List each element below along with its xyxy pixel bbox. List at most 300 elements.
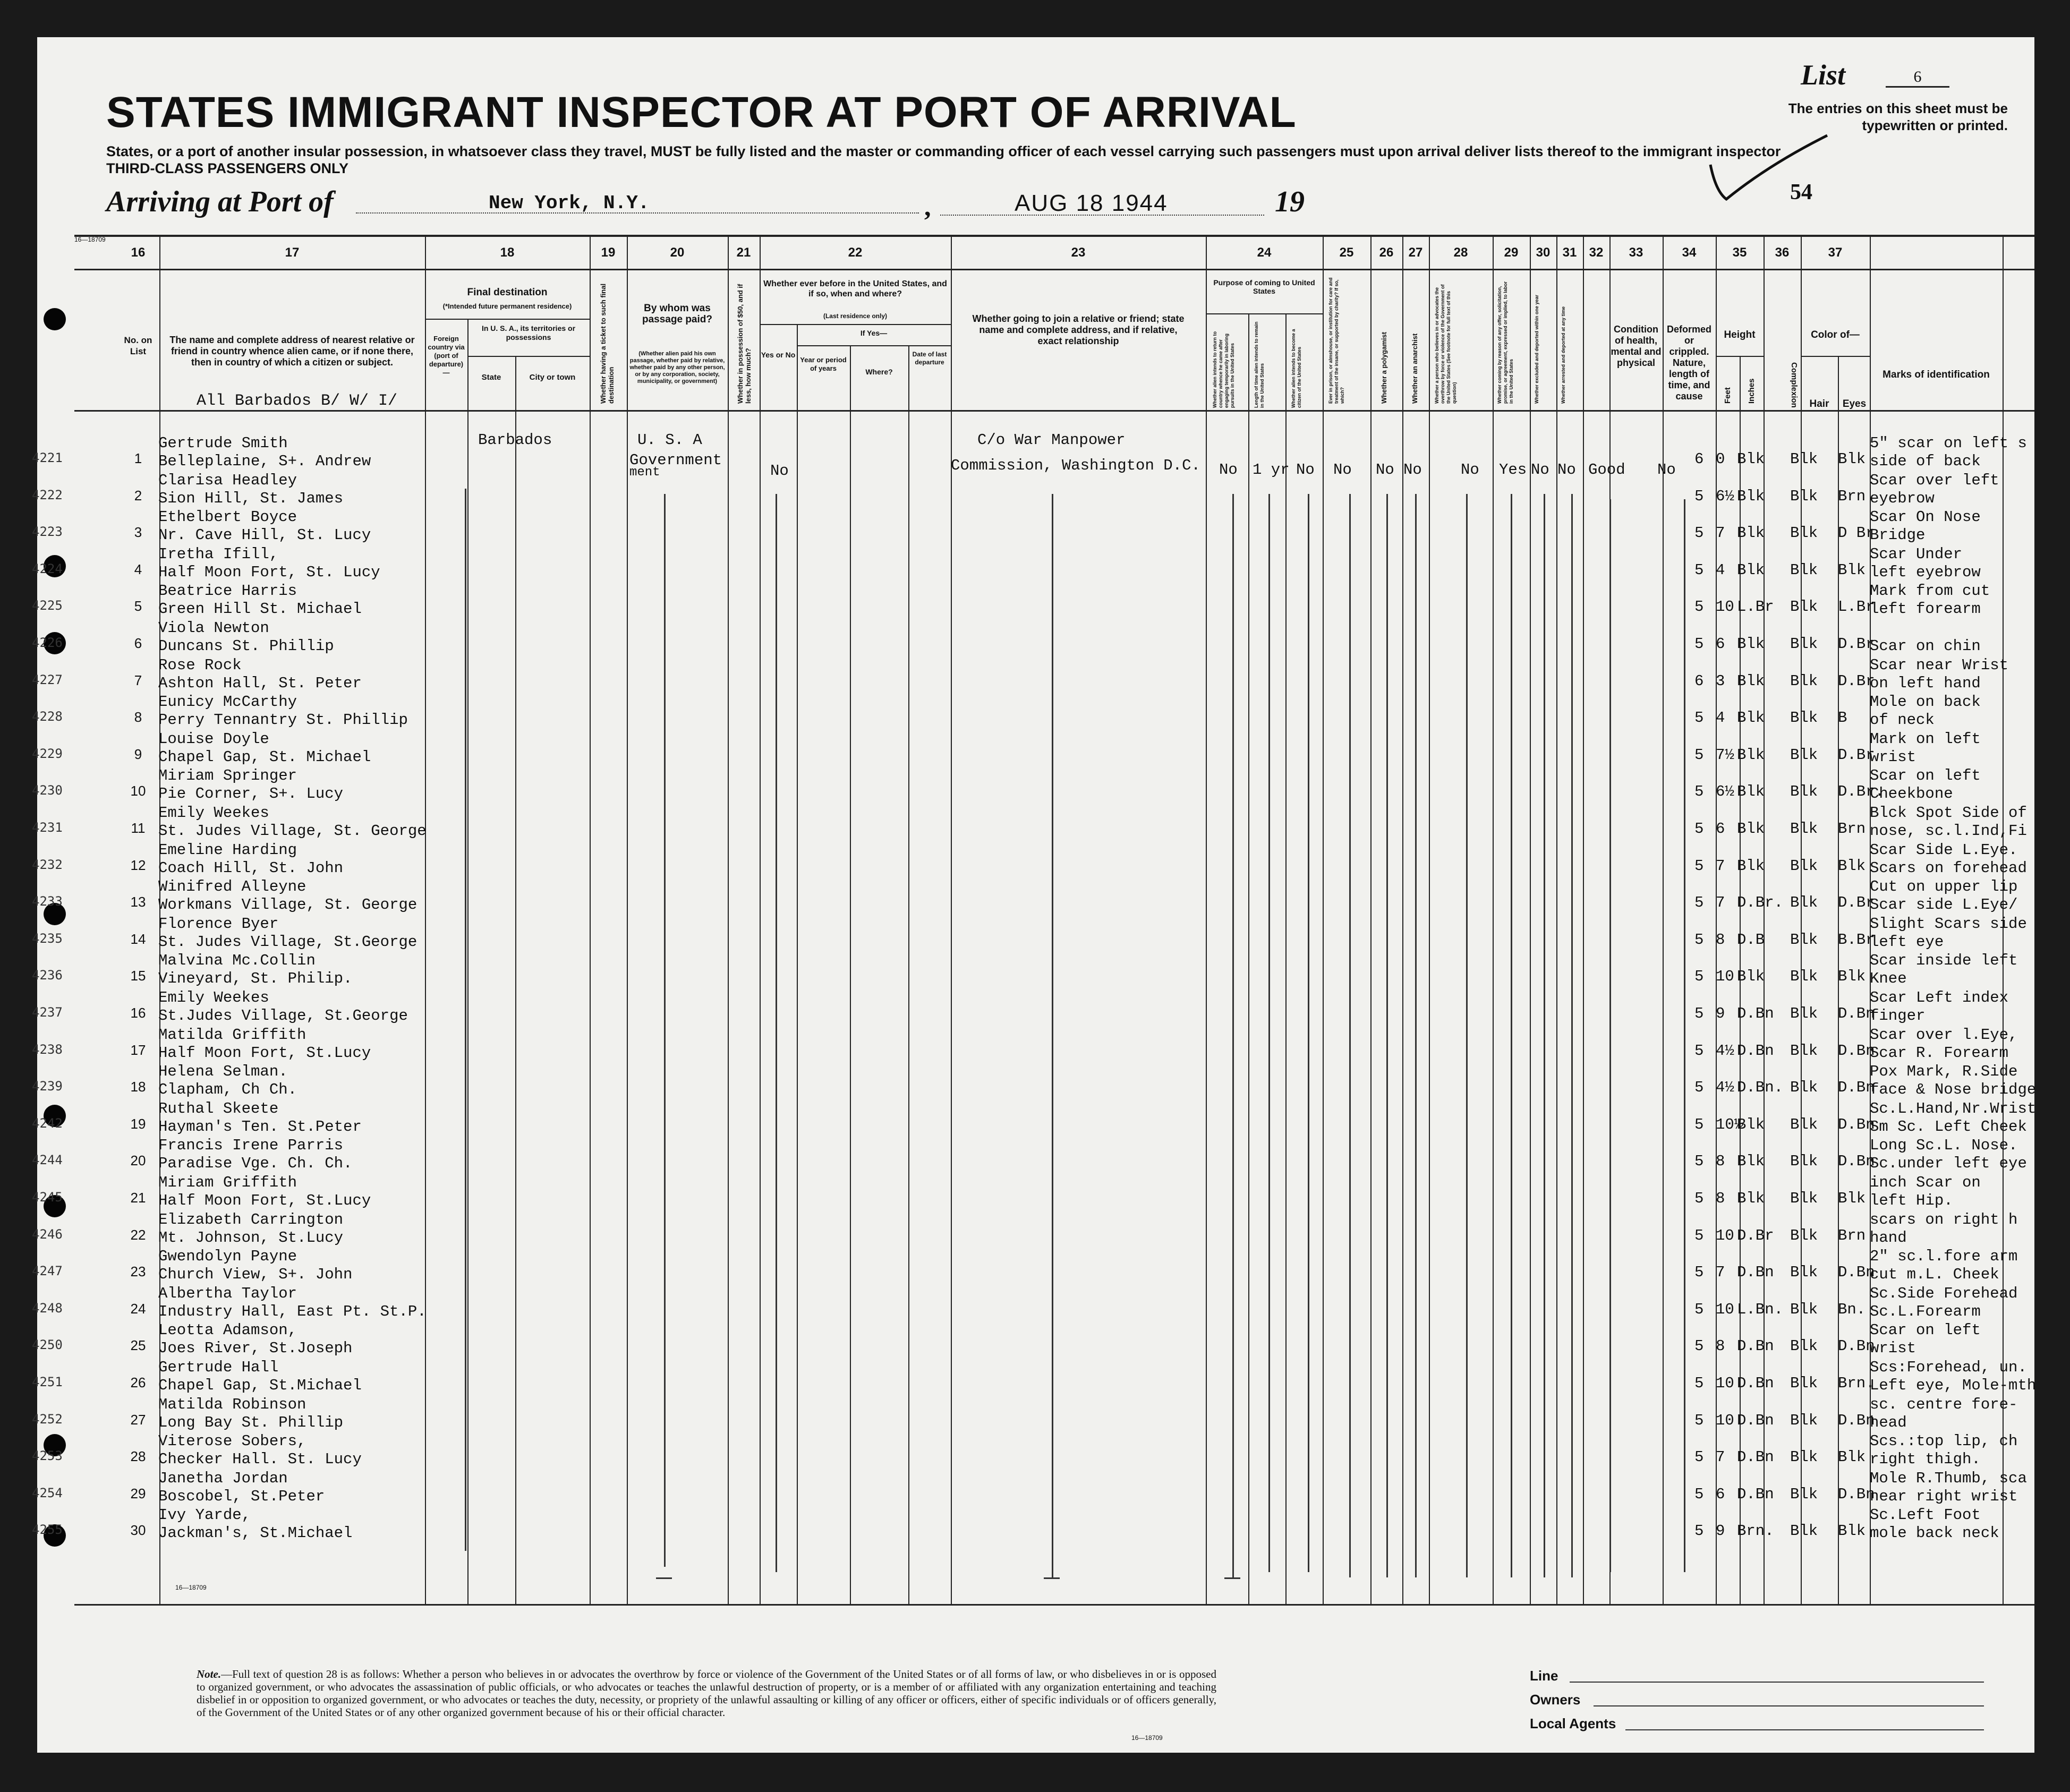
list-number-cell: 4223: [32, 524, 63, 540]
eye-color: Bn.: [1838, 1300, 1866, 1318]
height-feet: 6: [1694, 672, 1704, 690]
footnote-label: Note.: [197, 1668, 222, 1680]
relative-address: Boscobel, St.Peter: [158, 1487, 325, 1505]
marks-line-1: Mark from cut: [1870, 582, 1990, 600]
hair-color: Blk: [1790, 1042, 1818, 1060]
marks-line-2: face & Nose bridge: [1870, 1081, 2037, 1099]
table-row: [32, 656, 2034, 696]
marks-line-2: nose, sc.l.Ind,Fi: [1870, 822, 2027, 840]
subheader-line: [1206, 313, 1323, 314]
owners-field[interactable]: [1594, 1705, 1984, 1706]
marks-line-1: Blck Spot Side of: [1870, 804, 2027, 822]
relative-name: Janetha Jordan: [158, 1469, 288, 1487]
row-number: 3: [134, 524, 142, 541]
row-number: 5: [134, 598, 142, 615]
relative-address: Nr. Cave Hill, St. Lucy: [158, 526, 371, 544]
relative-address: St. Judes Village, St.George: [158, 933, 418, 951]
table-row: [32, 1210, 2034, 1250]
date-comma: ,: [924, 192, 931, 221]
col30-header: Whether excluded and deported within one year: [1534, 294, 1539, 404]
hair-color: Blk: [1790, 783, 1818, 801]
col37-header: Marks of identification: [1882, 369, 1990, 380]
relative-address: Half Moon Fort, St.Lucy: [158, 1192, 371, 1209]
table-row: [32, 1321, 2034, 1361]
height-feet: 5: [1694, 1226, 1704, 1244]
eye-color: Blk: [1838, 1448, 1866, 1466]
col28-header: Whether a person who believes in or advocates the overthrow by force or violence of the Government of the United States (See footnote for full text of this question): [1434, 284, 1457, 404]
table-row: [32, 693, 2034, 732]
colnum: 16: [131, 245, 146, 260]
col21-header: Whether in possession of $50, and if less, how much?: [736, 284, 752, 404]
relative-name: Beatrice Harris: [158, 582, 297, 600]
complexion: Blk: [1737, 968, 1765, 986]
col24b-value: 1 yr: [1253, 461, 1290, 479]
list-number-cell: 4251: [32, 1375, 63, 1389]
marks-line-1: Scar on left: [1870, 767, 1981, 785]
form-number: 16—18709: [74, 236, 106, 243]
list-number-cell: 4231: [32, 820, 63, 835]
relative-name: Emily Weekes: [158, 804, 269, 822]
row-number: 10: [130, 783, 146, 799]
marks-line-1: Slight Scars side: [1870, 915, 2027, 933]
form-instructions: States, or a port of another insular possession, in whatsoever class they travel, MUST be fully listed and the master or commanding officer of each vessel carrying such passengers must upon arrival deliver lists thereof to the immigrant inspector: [106, 143, 1781, 159]
marks-line-2: Scar on chin: [1870, 637, 1981, 655]
complexion: Blk: [1737, 561, 1765, 579]
list-number-cell: 4229: [32, 746, 63, 761]
height-feet: 5: [1694, 487, 1704, 505]
agents-field[interactable]: [1625, 1729, 1984, 1730]
height-inches: 10: [1716, 1411, 1734, 1429]
relative-name: Emeline Harding: [158, 841, 297, 859]
relative-address: St. Judes Village, St. George: [158, 822, 427, 840]
eye-color: Blk: [1838, 561, 1866, 579]
hair-color: Blk: [1790, 931, 1818, 949]
checkmark-icon: [1705, 133, 1833, 207]
marks-line-2: wrist: [1870, 748, 1916, 766]
marks-line-1: Mole R.Thumb, sca: [1870, 1469, 2027, 1487]
table-row: [32, 878, 2034, 917]
list-label: List: [1801, 59, 1846, 91]
colnum: 25: [1339, 245, 1354, 260]
eye-color: B: [1838, 709, 1847, 727]
col24a-header: Whether alien intends to return to country whence he came after engaging temporarily in laboring pursuits in the United States: [1212, 331, 1235, 408]
form-title: STATES IMMIGRANT INSPECTOR AT PORT OF ARRIVAL: [106, 88, 1297, 136]
col18-title: Final destination: [467, 287, 548, 298]
colnum: 35: [1732, 245, 1747, 260]
port-value: New York, N.Y.: [489, 192, 650, 214]
eye-color: D.Bn: [1838, 1337, 1875, 1355]
complexion: D.Br.: [1737, 894, 1784, 912]
subheader-line: [1801, 356, 1870, 357]
eye-color: D.Bn: [1838, 1079, 1875, 1097]
hair-color: Blk: [1790, 1264, 1818, 1282]
relative-address: Long Bay St. Phillip: [158, 1413, 344, 1431]
sheet-number: 54: [1790, 180, 1812, 204]
col35-header: Complexion: [1790, 362, 1799, 408]
col17-header: The name and complete address of nearest relative or friend in country whence alien came, or if none there, then in country of which a citizen or subject.: [169, 335, 415, 368]
relative-address: Industry Hall, East Pt. St.P.: [158, 1302, 427, 1320]
height-inches: 7: [1716, 524, 1725, 542]
complexion: D.Bn: [1737, 1375, 1774, 1392]
col16-header: No. on List: [124, 335, 152, 356]
relative-address: Jackman's, St.Michael: [158, 1524, 353, 1542]
col32-value: Good: [1588, 461, 1625, 479]
row-number: 13: [130, 894, 146, 910]
relative-name: Leotta Adamson,: [158, 1321, 297, 1339]
table-row: [32, 1469, 2034, 1509]
complexion: Blk: [1737, 524, 1765, 542]
table-row: [32, 619, 2034, 659]
marks-line-2: Scar side L.Eye/: [1870, 896, 2018, 914]
hair-color: Blk: [1790, 1411, 1818, 1429]
complexion: D.Bn: [1737, 1264, 1774, 1282]
table-row: [32, 1174, 2034, 1213]
col20-sub: (Whether alien paid his own passage, whether paid by relative, whether paid by any other person, or by any corporation, society, municipality, or government): [629, 351, 725, 385]
eye-color: D.Bn: [1838, 1153, 1875, 1171]
eye-color: D.Br: [1838, 635, 1875, 653]
height-inches: 7½: [1716, 746, 1734, 764]
complexion: Brn.: [1737, 1522, 1774, 1540]
height-inches: 4½: [1716, 1042, 1734, 1060]
table-row: [32, 1284, 2034, 1324]
relative-address: Pie Corner, S+. Lucy: [158, 785, 344, 803]
table-row: [32, 989, 2034, 1028]
table-row: [32, 1026, 2034, 1065]
marks-line-1: Scar near Wrist: [1870, 656, 2009, 674]
height-inches: 4½: [1716, 1079, 1734, 1097]
marks-line-1: Scar Under: [1870, 545, 1963, 563]
list-number-cell: 4247: [32, 1264, 63, 1279]
height-feet: 5: [1694, 709, 1704, 727]
table-row: [32, 915, 2034, 954]
eye-color: L.Br: [1838, 598, 1875, 616]
arriving-label: Arriving at Port of: [106, 185, 334, 218]
table-row: [32, 1137, 2034, 1176]
row-number: 23: [130, 1264, 146, 1280]
row-number: 25: [130, 1337, 146, 1354]
col18-usa: In U. S. A., its territories or possessions: [481, 324, 576, 342]
colnum: 29: [1504, 245, 1519, 260]
hair-color: Blk: [1790, 709, 1818, 727]
relative-address: Chapel Gap, St. Michael: [158, 748, 371, 766]
hair-color: Blk: [1790, 1153, 1818, 1171]
height-feet: 5: [1694, 1115, 1704, 1133]
col22-sub: (Last residence only): [823, 312, 888, 320]
row-number: 18: [130, 1079, 146, 1095]
passage-paid-3: ment: [629, 465, 660, 480]
marks-line-2: mole back neck: [1870, 1524, 1999, 1542]
row-number: 9: [134, 746, 142, 762]
marks-line-2: left Hip.: [1870, 1192, 1953, 1209]
relative-name: Florence Byer: [158, 915, 279, 933]
table-row: [32, 952, 2034, 991]
col24c-header: Whether alien intends to become a citizen of the United States: [1291, 329, 1302, 408]
eye-color: D Br: [1838, 524, 1875, 542]
colnum: 17: [285, 245, 300, 260]
all-barbados-note: All Barbados B/ W/ I/: [197, 392, 398, 410]
hair-color: Blk: [1790, 1337, 1818, 1355]
eye-color: D.Bn: [1838, 1485, 1875, 1503]
complexion: Blk: [1737, 1190, 1765, 1207]
relative-name: Gertrude Hall: [158, 1359, 279, 1376]
marks-line-1: 5" scar on left s: [1870, 434, 2027, 452]
subheader-line: [760, 324, 951, 325]
form-class-note: THIRD-CLASS PASSENGERS ONLY: [106, 160, 349, 176]
height-inches: 10: [1716, 968, 1734, 986]
height-inches: 7: [1716, 894, 1725, 912]
col24c-value: No: [1296, 461, 1315, 479]
colnum: 34: [1682, 245, 1697, 260]
relative-name: Clarisa Headley: [158, 471, 297, 489]
col24-title: Purpose of coming to United States: [1213, 278, 1315, 295]
list-number-cell: 4246: [32, 1226, 63, 1242]
relative-address: Half Moon Fort, St.Lucy: [158, 1044, 371, 1062]
before-us-value: No: [770, 462, 789, 480]
complexion: D.Bn: [1737, 1042, 1774, 1060]
height-inches: 4: [1716, 709, 1725, 727]
hair-color: Blk: [1790, 450, 1818, 468]
marks-line-1: Scs:Forehead, un.: [1870, 1359, 2027, 1376]
list-number-cell: 4227: [32, 672, 63, 687]
eye-color: D.Br: [1838, 746, 1875, 764]
eye-color: Brn: [1838, 820, 1866, 838]
marks-line-2: near right wrist: [1870, 1487, 2018, 1505]
relative-address: Joes River, St.Joseph: [158, 1339, 353, 1358]
relative-address: Ashton Hall, St. Peter: [158, 674, 362, 692]
relative-address: Coach Hill, St. John: [158, 859, 344, 877]
row-number: 30: [130, 1522, 146, 1539]
list-number-cell: 4248: [32, 1300, 63, 1316]
marks-line-2: Knee: [1870, 970, 1907, 988]
relative-address: Paradise Vge. Ch. Ch.: [158, 1155, 353, 1173]
relative-name: Albertha Taylor: [158, 1284, 297, 1302]
colnum: 28: [1453, 245, 1468, 260]
row-number: 11: [131, 820, 146, 836]
col22-title: Whether ever before in the United States, and if so, when and where?: [763, 279, 947, 298]
complexion: Blk: [1737, 709, 1765, 727]
height-feet: 5: [1694, 968, 1704, 986]
eye-color: D.Br: [1838, 672, 1875, 690]
row-number: 12: [130, 857, 146, 873]
col22-ifyes: If Yes—: [860, 329, 888, 337]
table-row: [32, 1506, 2034, 1546]
height-inches: 6: [1716, 1485, 1725, 1503]
footnote: [197, 1668, 1216, 1719]
hair-color: Blk: [1790, 1005, 1818, 1022]
hair-color: Blk: [1790, 487, 1818, 505]
height-inches: 8: [1716, 1190, 1725, 1207]
row-number: 15: [130, 968, 146, 984]
table-row: [32, 1248, 2034, 1287]
row-number: 2: [134, 487, 142, 504]
marks-line-1: Long Sc.L. Nose.: [1870, 1137, 2018, 1155]
relative-address: Half Moon Fort, St. Lucy: [158, 563, 380, 581]
complexion: D.B: [1737, 931, 1765, 949]
col34-feet: Feet: [1723, 387, 1732, 404]
row-number: 28: [130, 1448, 146, 1465]
colnum: 32: [1589, 245, 1604, 260]
relative-name: Louise Doyle: [158, 730, 269, 748]
relative-name: Ethelbert Boyce: [158, 508, 297, 526]
list-number-cell: 4224: [32, 561, 63, 576]
list-number-cell: 4236: [32, 968, 63, 983]
destination-foreign: Barbados: [478, 431, 552, 449]
marks-line-1: Cut on upper lip: [1870, 878, 2018, 896]
col19-header: Whether having a ticket to such final destination: [599, 283, 615, 404]
col28-value: No: [1461, 461, 1479, 479]
colnum: 33: [1629, 245, 1643, 260]
table-row: [32, 545, 2034, 585]
colnum: 23: [1071, 245, 1086, 260]
relative-name: Miriam Springer: [158, 767, 297, 785]
join-relative-2: Commission, Washington D.C.: [951, 457, 1200, 474]
table-row: [32, 767, 2034, 806]
eye-color: Blk: [1838, 1522, 1866, 1540]
height-feet: 5: [1694, 1522, 1704, 1540]
join-relative-1: C/o War Manpower: [977, 431, 1126, 449]
colnum: 18: [500, 245, 515, 260]
height-inches: 7: [1716, 857, 1725, 875]
list-number-cell: 4233: [32, 894, 63, 909]
col24a-value: No: [1219, 461, 1238, 479]
passage-paid: U. S. A: [637, 431, 702, 449]
list-number-cell: 4238: [32, 1042, 63, 1057]
marks-line-1: Sc.L.Hand,Nr.Wrist: [1870, 1099, 2037, 1117]
row-number: 17: [130, 1042, 146, 1058]
height-feet: 6: [1694, 450, 1704, 468]
col25-value: No: [1333, 461, 1352, 479]
height-inches: 10: [1716, 598, 1734, 616]
eye-color: Blk: [1838, 1190, 1866, 1207]
height-feet: 5: [1694, 746, 1704, 764]
row-number: 27: [130, 1411, 146, 1428]
colnum: 19: [601, 245, 616, 260]
colnum: 30: [1536, 245, 1551, 260]
height-feet: 5: [1694, 1042, 1704, 1060]
marks-line-2: Cheekbone: [1870, 785, 1953, 803]
relative-address: Vineyard, St. Philip.: [158, 970, 353, 988]
height-inches: 10: [1716, 1226, 1734, 1244]
table-row: [32, 1432, 2034, 1472]
marks-line-1: Sc.Side Forehead: [1870, 1284, 2018, 1302]
table-row: [32, 1063, 2037, 1102]
owners-label: Owners: [1530, 1692, 1581, 1708]
subheader-line: [425, 319, 590, 320]
colnum: 37: [1828, 245, 1843, 260]
hair-color: Blk: [1790, 1300, 1818, 1318]
relative-name: Helena Selman.: [158, 1063, 288, 1081]
line-field[interactable]: [1570, 1682, 1984, 1683]
eye-color: D.Br.: [1838, 783, 1885, 801]
relative-name: Ruthal Skeete: [158, 1099, 279, 1117]
relative-name: Eunicy McCarthy: [158, 693, 297, 711]
marks-line-2: Left eye, Mole-mth: [1870, 1377, 2037, 1394]
height-inches: 8: [1716, 931, 1725, 949]
hair-color: Blk: [1790, 1522, 1818, 1540]
marks-line-2: on left hand: [1870, 674, 1981, 692]
marks-line-2: right thigh.: [1870, 1450, 1981, 1469]
complexion: Blk: [1737, 487, 1765, 505]
year-prefix: 19: [1275, 185, 1305, 218]
table-row: [32, 508, 2034, 548]
row-number: 4: [134, 561, 142, 577]
height-inches: 6: [1716, 635, 1725, 653]
footnote-text: —Full text of question 28 is as follows: Whether a person who believes in or advocates the overthrow by force or violence of the Government of the United States or of all forms of law, or who disbelieves in or is opposed to organized government, or who advocates the assassination of public officials, or who advocates or teaches the unlawful destruction of property, or is a member of or affiliated with any organization entertaining and teaching disbelief in or opposition to organized government, or who advocates or teaches the duty, necessity, or propriety of the unlawful assaulting or killing of any officer or officers, either of specific individuals or of officers generally, of the Government of the United States or of any other organized government because of his or their official character.: [197, 1668, 1216, 1719]
relative-name: Matilda Griffith: [158, 1026, 306, 1044]
hair-color: Blk: [1790, 820, 1818, 838]
relative-address: Sion Hill, St. James: [158, 489, 344, 507]
hair-color: Blk: [1790, 1190, 1818, 1207]
table-top-line: [74, 235, 2034, 237]
marks-line-1: sc. centre fore-: [1870, 1395, 2018, 1413]
punch-hole: [44, 308, 66, 330]
list-number-cell: 4245: [32, 1190, 63, 1205]
relative-name: Francis Irene Parris: [158, 1137, 344, 1155]
col32-header: Condition of health, mental and physical: [1611, 324, 1662, 368]
height-inches: 3: [1716, 672, 1725, 690]
list-number: 6: [1886, 68, 1949, 88]
marks-line-2: left eyebrow: [1870, 563, 1981, 581]
subheader-line: [467, 356, 590, 357]
relative-address: Checker Hall. St. Lucy: [158, 1450, 362, 1469]
eye-color: D.Bn: [1838, 1264, 1875, 1282]
col33-header: Deformed or crippled. Nature, length of time, and cause: [1666, 324, 1711, 402]
height-feet: 5: [1694, 894, 1704, 912]
relative-name: Malvina Mc.Collin: [158, 952, 316, 970]
complexion: L.Bn.: [1737, 1300, 1784, 1318]
colnum: 24: [1257, 245, 1272, 260]
list-number-cell: 4222: [32, 487, 63, 502]
marks-line-1: scars on right h: [1870, 1210, 2018, 1228]
row-number: 21: [130, 1190, 146, 1206]
marks-line-2: Bridge: [1870, 526, 1926, 544]
col22-where: Where?: [865, 368, 893, 376]
list-number-cell: 4230: [32, 783, 63, 798]
marks-line-1: Mole on back: [1870, 693, 1981, 711]
relative-address: Mt. Johnson, St.Lucy: [158, 1228, 344, 1247]
marks-line-2: finger: [1870, 1007, 1926, 1025]
relative-name: Emily Weekes: [158, 989, 269, 1006]
table-row: [32, 841, 2034, 881]
marks-line-1: 2" sc.l.fore arm: [1870, 1248, 2018, 1266]
row-number: 29: [130, 1485, 146, 1501]
marks-line-2: left eye: [1870, 933, 1944, 951]
list-number-cell: 4226: [32, 635, 63, 650]
table-row: [32, 1359, 2037, 1398]
marks-line-1: Scar on left: [1870, 1321, 1981, 1339]
height-inches: 8: [1716, 1337, 1725, 1355]
eye-color: B.Br: [1838, 931, 1875, 949]
marks-line-1: Scar On Nose: [1870, 508, 1981, 526]
complexion: Blk: [1737, 820, 1765, 838]
hair-color: Blk: [1790, 1485, 1818, 1503]
relative-address: Perry Tennantry St. Phillip: [158, 711, 408, 729]
complexion: Blk: [1737, 1153, 1765, 1171]
list-number-cell: 4232: [32, 857, 63, 872]
list-number-cell: 4239: [32, 1079, 63, 1094]
marks-line-2: hand: [1870, 1228, 1907, 1247]
hair-color: Blk: [1790, 968, 1818, 986]
relative-address: Belleplaine, S+. Andrew: [158, 453, 371, 470]
eye-color: Blk: [1838, 450, 1866, 468]
form-number-bottom: 16—18709: [175, 1584, 207, 1591]
col25-header: Ever in prison, or almshouse, or institution for care and treatment of the insane, or supported by charity? If so, which?: [1328, 277, 1345, 404]
list-number-cell: 4250: [32, 1337, 63, 1353]
hair-color: Blk: [1790, 1448, 1818, 1466]
marks-line-2: of neck: [1870, 711, 1935, 729]
col34-inches: Inches: [1747, 378, 1756, 404]
relative-address: Duncans St. Phillip: [158, 637, 334, 655]
